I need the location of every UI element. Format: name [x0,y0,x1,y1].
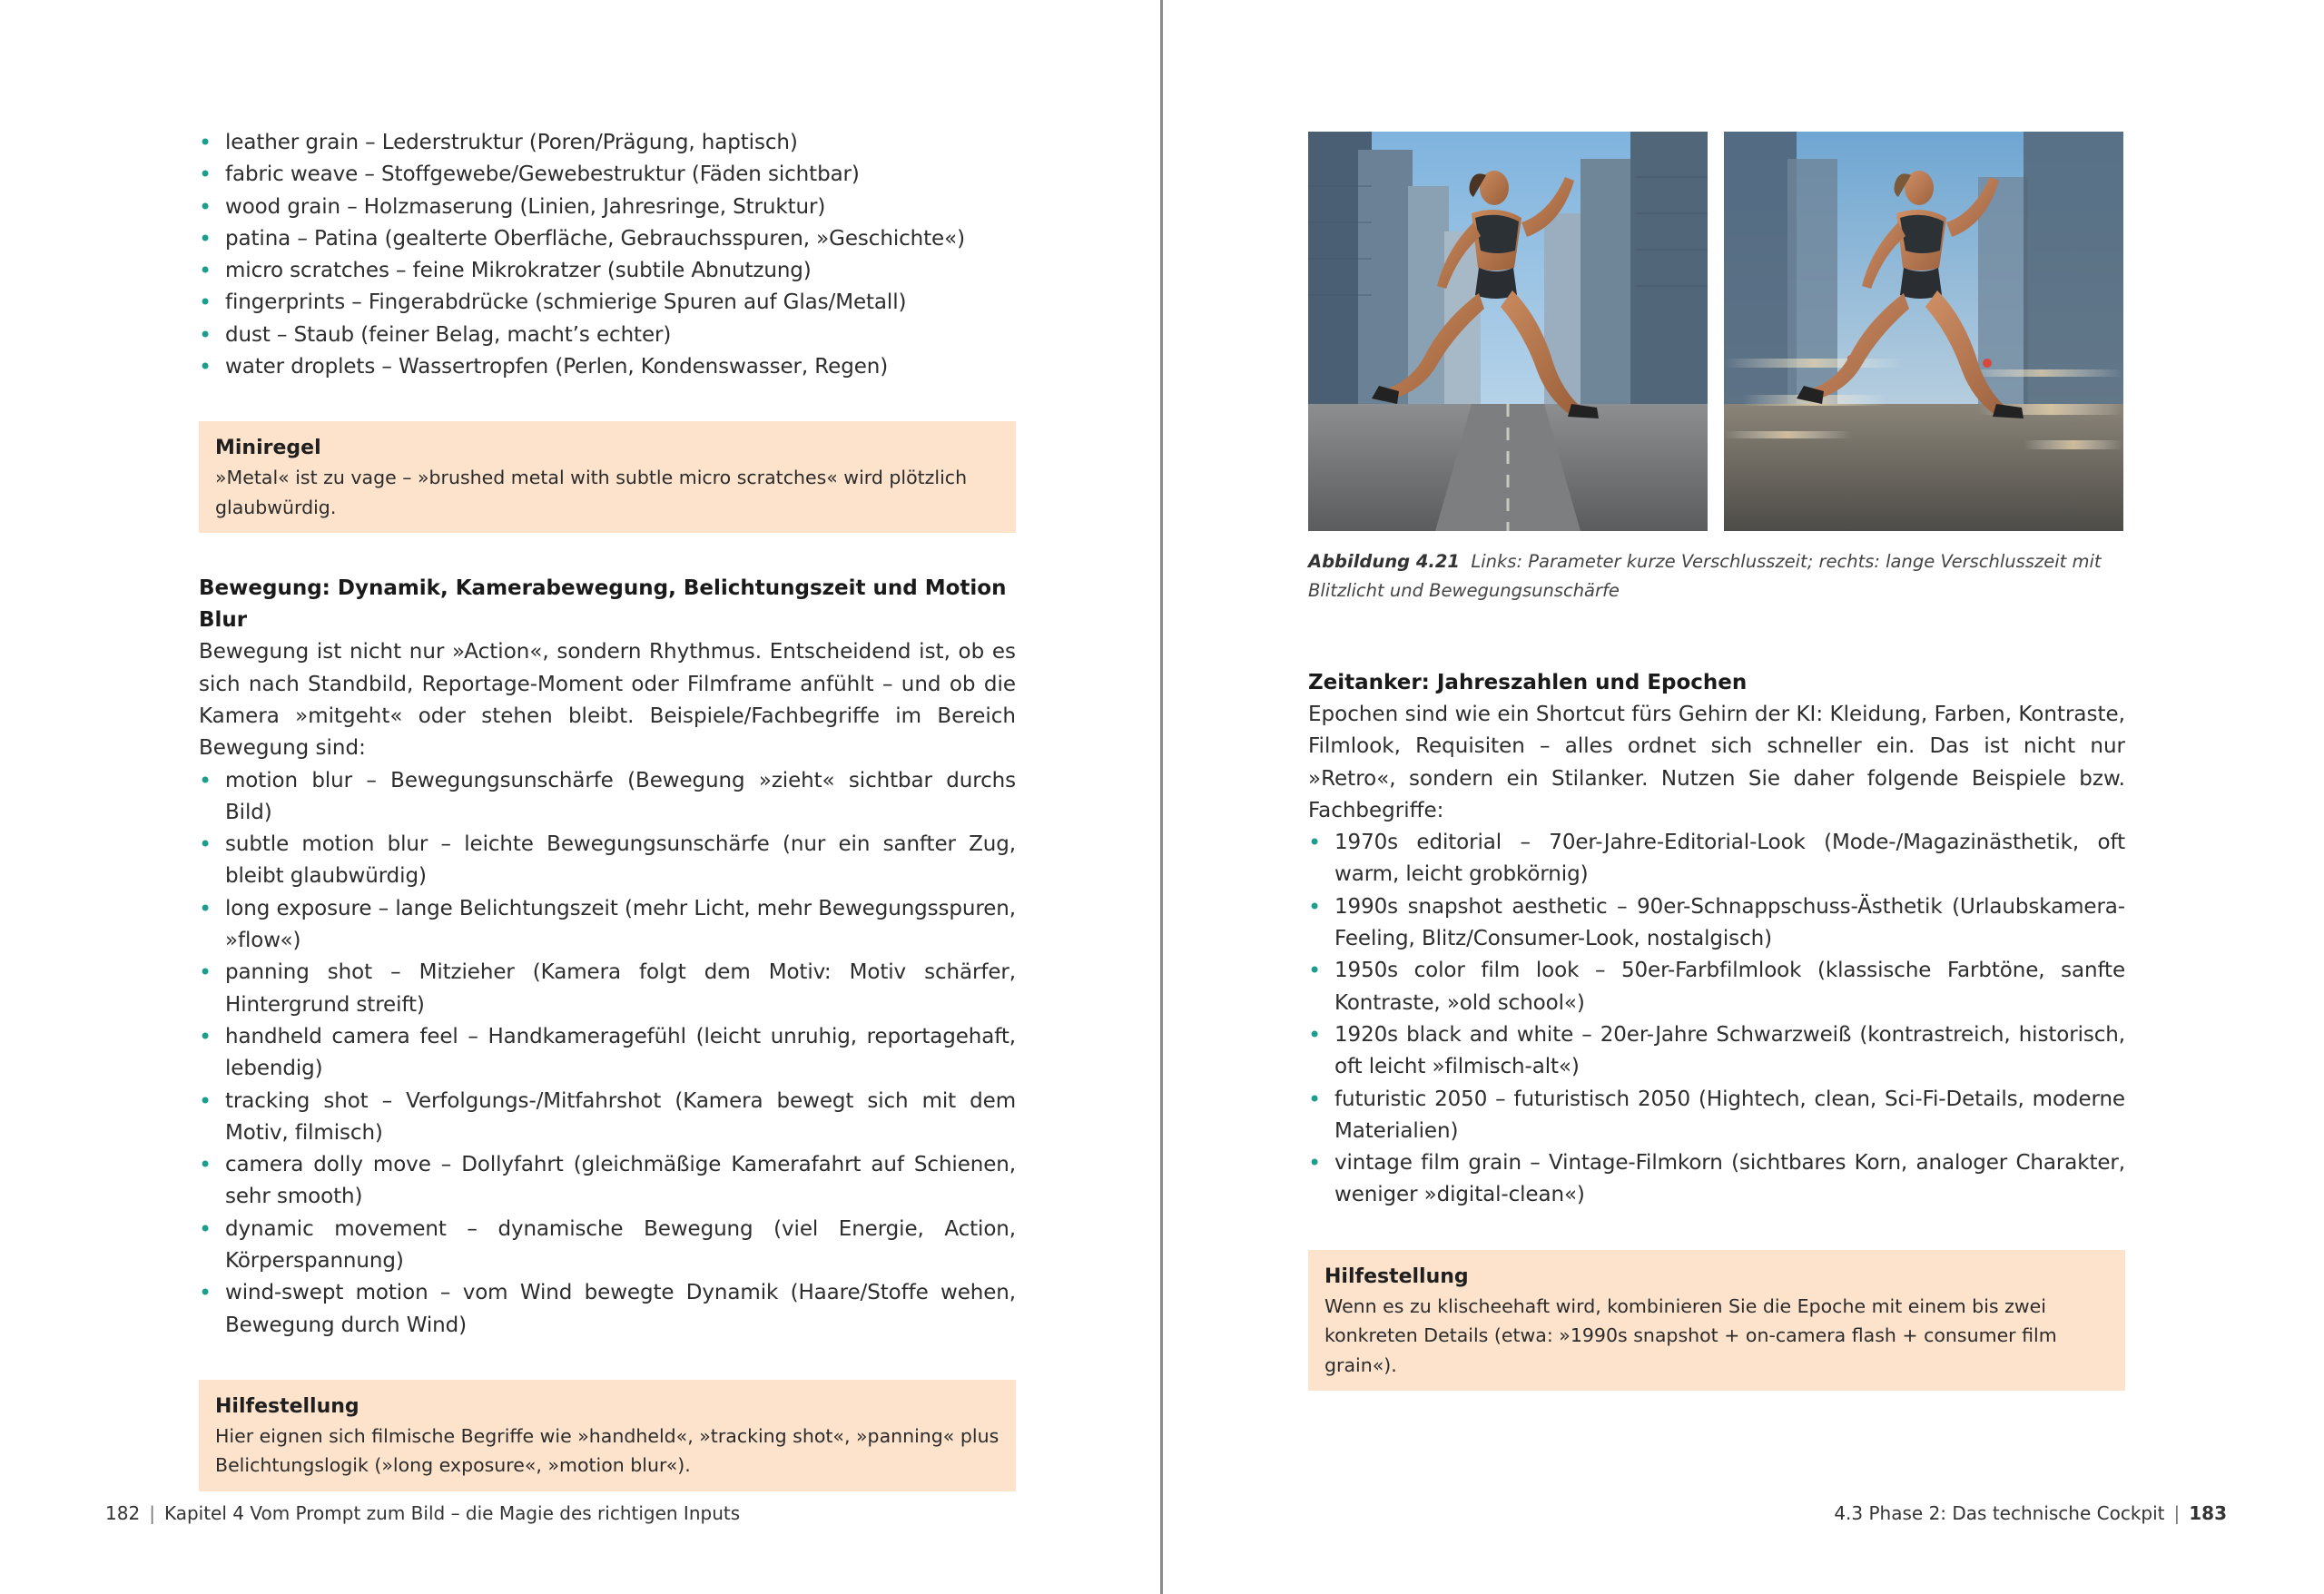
right-footer: 4.3 Phase 2: Das technische Cockpit | 183 [1834,1502,2227,1524]
bullet-icon: • [199,258,212,284]
photo-long-shutter-blur [1724,132,2123,531]
left-column [199,127,1016,1491]
list-item [1308,1147,2125,1212]
bullet-icon: • [199,1280,212,1306]
list-item [1308,1019,2125,1084]
list-item-text: leather grain – Lederstruktur (Poren/Prägung, haptisch) [225,131,798,154]
bullet-icon: • [1308,958,1322,984]
bullet-icon: • [199,1215,212,1242]
list-item-text: long exposure – lange Belichtungszeit (mehr Licht, mehr Bewegungsspuren, »flow«) [225,896,1016,953]
list-item [199,255,1016,287]
box-title: Miniregel [215,437,321,460]
list-item-text: tracking shot – Verfolgungs-/Mitfahrshot (Kamera bewegt sich mit dem Motiv, filmisch) [225,1088,1016,1145]
bullet-icon: • [199,193,212,220]
bullet-icon: • [199,130,212,155]
list-item [199,1149,1016,1214]
list-item [1308,955,2125,1019]
list-item [199,320,1016,351]
list-item-text: 1920s black and white – 20er-Jahre Schwarzweiß (kontrastreich, historisch, oft leicht »filmisch-alt«) [1334,1022,2125,1079]
box-text: Hier eignen sich filmische Begriffe wie »handheld«, »tracking shot«, »panning« plus Belichtungslogik (»long exposure«, »motion blur«). [215,1424,1000,1477]
list-item-text: dynamic movement – dynamische Bewegung (viel Energie, Action, Körperspannung) [225,1216,1016,1274]
section-intro: Bewegung ist nicht nur »Action«, sondern Rhythmus. Entscheidend ist, ob es sich nach Standbild, Reportage-Moment oder Filmframe anfühlt – und ob die Kamera »mitgeht« oder stehen bleibt. Beispiele/Fachbegriffe im Bereich Bewegung sind: [199,640,1016,761]
list-item-text: patina – Patina (gealterte Oberfläche, Gebrauchsspuren, »Geschichte«) [225,226,965,251]
epoch-list [1308,827,2125,1212]
bullet-icon: • [1308,1150,1322,1176]
bullet-icon: • [199,895,212,921]
list-item-text: dust – Staub (feiner Belag, macht’s echter) [225,322,672,347]
list-item-text: vintage film grain – Vintage-Filmkorn (sichtbares Korn, analoger Charakter, weniger »digital-clean«) [1334,1151,2125,1207]
page-number: 183 [2189,1502,2227,1524]
list-item [1308,1084,2125,1148]
bullet-icon: • [199,321,212,348]
figure-4-21 [1308,132,2125,531]
box-title: Hilfestellung [215,1394,359,1418]
list-item [199,159,1016,191]
list-item-text: futuristic 2050 – futuristisch 2050 (Hightech, clean, Sci-Fi-Details, moderne Materialien) [1334,1087,2125,1143]
bullet-icon: • [1308,1086,1322,1112]
box-title: Hilfestellung [1324,1264,1469,1288]
bullet-icon: • [199,1023,212,1049]
list-item [199,223,1016,255]
section-title: 4.3 Phase 2: Das technische Cockpit [1834,1502,2165,1524]
list-item [199,192,1016,223]
list-item [199,287,1016,319]
section-heading: Bewegung: Dynamik, Kamerabewegung, Belichtungszeit und Motion Blur [199,576,1007,633]
hilfestellung-box [199,1380,1016,1491]
bullet-icon: • [199,1087,212,1114]
bullet-icon: • [199,767,212,793]
bullet-icon: • [199,354,212,380]
list-item [1308,827,2125,891]
figure-caption-text: Links: Parameter kurze Verschlusszeit; rechts: lange Verschlusszeit mit Blitzlicht und Bewegungsunschärfe [1308,551,2102,601]
list-item [199,351,1016,383]
list-item [199,1277,1016,1342]
list-item [199,765,1016,830]
bullet-icon: • [199,290,212,316]
list-item-text: subtle motion blur – leichte Bewegungsunschärfe (nur ein sanfter Zug, bleibt glaubwürdig) [225,832,1016,889]
box-text: »Metal« ist zu vage – »brushed metal with subtle micro scratches« wird plötzlich glaubwürdig. [215,467,968,518]
box-text: Wenn es zu klischeehaft wird, kombinieren Sie die Epoche mit einem bis zwei konkreten Details (etwa: »1990s snapshot + on-camera flash + consumer film grain«). [1324,1294,2057,1376]
hilfestellung-box [1308,1250,2125,1392]
list-item-text: panning shot – Mitzieher (Kamera folgt dem Motiv: Motiv schärfer, Hintergrund streift) [225,960,1016,1017]
list-item-text: wind-swept motion – vom Wind bewegte Dynamik (Haare/Stoffe wehen, Bewegung durch Wind) [225,1281,1016,1337]
list-item-text: micro scratches – feine Mikrokratzer (subtile Abnutzung) [225,259,812,283]
texture-list [199,127,1016,383]
list-item-text: motion blur – Bewegungsunschärfe (Bewegung »zieht« sichtbar durchs Bild) [225,768,1016,824]
chapter-title: Kapitel 4 Vom Prompt zum Bild – die Magie des richtigen Inputs [163,1502,741,1524]
list-item-text: 1970s editorial – 70er-Jahre-Editorial-Look (Mode-/Magazinästhetik, oft warm, leicht grobkörnig) [1334,831,2125,887]
list-item-text: water droplets – Wassertropfen (Perlen, Kondenswasser, Regen) [225,355,889,379]
list-item-text: fingerprints – Fingerabdrücke (schmierige Spuren auf Glas/Metall) [225,290,907,315]
list-item [199,829,1016,893]
figure-caption [1308,547,2125,605]
bullet-icon: • [199,1152,212,1178]
list-item-text: 1950s color film look – 50er-Farbfilmlook (klassische Farbtöne, sanfte Kontraste, »old school«) [1334,959,2125,1015]
bullet-icon: • [1308,830,1322,856]
list-item [199,127,1016,159]
bullet-icon: • [1308,893,1322,920]
list-item [199,1021,1016,1086]
list-item-text: fabric weave – Stoffgewebe/Gewebestruktur (Fäden sichtbar) [225,162,860,187]
miniregel-box [199,421,1016,533]
left-page [0,0,1161,1594]
list-item [199,1086,1016,1150]
right-column [1308,132,2125,1391]
motion-list [199,765,1016,1342]
bullet-icon: • [199,162,212,188]
list-item [199,893,1016,958]
bullet-icon: • [199,959,212,986]
left-footer: 182 | Kapitel 4 Vom Prompt zum Bild – die Magie des richtigen Inputs [105,1502,741,1524]
section-heading: Zeitanker: Jahreszahlen und Epochen [1308,671,1748,694]
list-item [1308,891,2125,956]
list-item-text: handheld camera feel – Handkameragefühl (leicht unruhig, reportagehaft, lebendig) [225,1024,1016,1081]
list-item-text: camera dolly move – Dollyfahrt (gleichmäßige Kamerafahrt auf Schienen, sehr smooth) [225,1153,1016,1209]
bullet-icon: • [199,225,212,251]
photo-short-shutter [1308,132,1708,531]
bullet-icon: • [1308,1021,1322,1048]
page-number: 182 [105,1502,141,1524]
list-item [199,1214,1016,1278]
figure-label: Abbildung 4.21 [1308,551,1460,572]
bullet-icon: • [199,831,212,858]
right-page [1163,0,2324,1594]
section-intro: Epochen sind wie ein Shortcut fürs Gehirn der KI: Kleidung, Farben, Kontraste, Filmlook, Requisiten – alles ordnet sich schneller ein. Das ist nicht nur »Retro«, sondern ein Stilanker. Nutzen Sie daher folgende Beispiele bzw. Fachbegriffe: [1308,703,2125,822]
list-item-text: wood grain – Holzmaserung (Linien, Jahresringe, Struktur) [225,194,826,219]
list-item [199,957,1016,1021]
list-item-text: 1990s snapshot aesthetic – 90er-Schnappschuss-Ästhetik (Urlaubskamera-Feeling, Blitz/Consumer-Look, nostalgisch) [1334,894,2125,951]
